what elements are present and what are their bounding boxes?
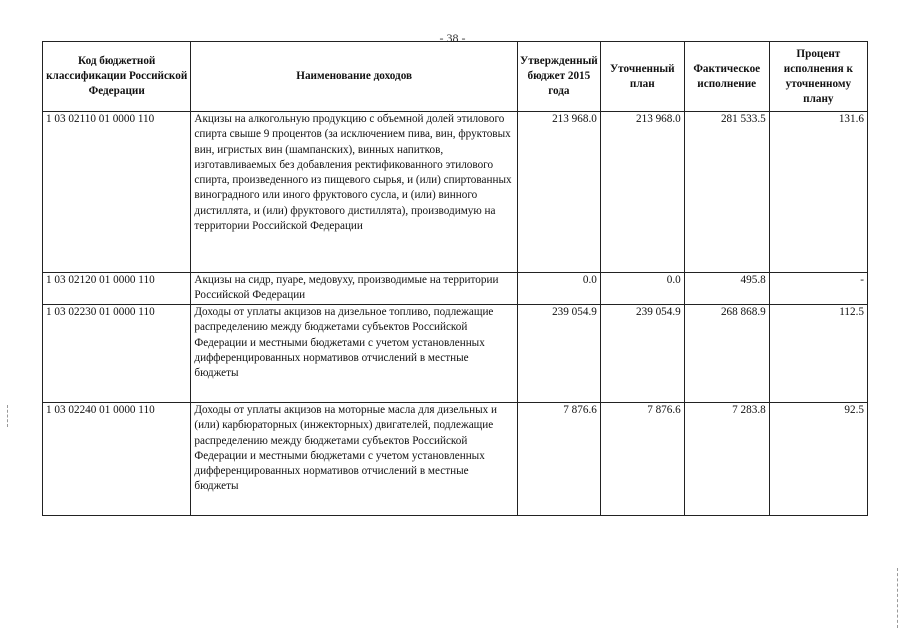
header-revised: Уточненный план [600,42,684,112]
table-row [43,273,868,305]
header-code: Код бюджетной классификации Российской Федерации [43,42,191,112]
row-name: Доходы от уплаты акцизов на дизельное топливо, подлежащие распределению между бюджетами субъектов Российской Федерации и местными бюджетами с учетом установленных дифференцированных нормативов отчислений в местные бюджеты [191,305,518,403]
row-revised: 7 876.6 [600,403,684,516]
row-percent: 131.6 [769,112,867,273]
row-name: Акцизы на сидр, пуаре, медовуху, производимые на территории Российской Федерации [191,273,518,305]
row-name: Акцизы на алкогольную продукцию с объемной долей этилового спирта свыше 9 процентов (за исключением пива, вин, фруктовых вин, игристых вин (шампанских), винных напитков, изготавливаемых без добавления ректификованного этилового спирта, произведенного из пищевого сырья, и (или) спиртованных виноградного или иного фруктового сусла, и (или) винного дистиллята, и (или) фруктового дистиллята), производимую на территории Российской Федерации [191,112,518,273]
row-approved: 213 968.0 [517,112,600,273]
scan-mark-right [897,568,898,628]
header-approved: Утвержденный бюджет 2015 года [517,42,600,112]
row-revised: 239 054.9 [600,305,684,403]
row-percent: 92.5 [769,403,867,516]
row-approved: 0.0 [517,273,600,305]
header-percent: Процент исполнения к уточненному плану [769,42,867,112]
table-row [43,305,868,403]
row-name: Доходы от уплаты акцизов на моторные масла для дизельных и (или) карбюраторных (инжекторных) двигателей, подлежащие распределению между бюджетами субъектов Российской Федерации и местными бюджетами с учетом установленных дифференцированных нормативов отчислений в местные бюджеты [191,403,518,516]
header-actual: Фактическое исполнение [684,42,769,112]
row-approved: 7 876.6 [517,403,600,516]
scan-mark-left [7,405,8,427]
row-actual: 7 283.8 [684,403,769,516]
table-header-row [43,42,868,112]
row-percent: - [769,273,867,305]
row-code: 1 03 02230 01 0000 110 [43,305,191,403]
row-code: 1 03 02110 01 0000 110 [43,112,191,273]
row-actual: 268 868.9 [684,305,769,403]
row-approved: 239 054.9 [517,305,600,403]
row-revised: 213 968.0 [600,112,684,273]
page-number: - 38 - [439,31,466,45]
row-code: 1 03 02240 01 0000 110 [43,403,191,516]
table-row [43,403,868,516]
row-actual: 495.8 [684,273,769,305]
row-percent: 112.5 [769,305,867,403]
row-revised: 0.0 [600,273,684,305]
row-actual: 281 533.5 [684,112,769,273]
header-name: Наименование доходов [191,42,518,112]
row-code: 1 03 02120 01 0000 110 [43,273,191,305]
revenue-table [42,41,868,516]
table-row [43,112,868,273]
